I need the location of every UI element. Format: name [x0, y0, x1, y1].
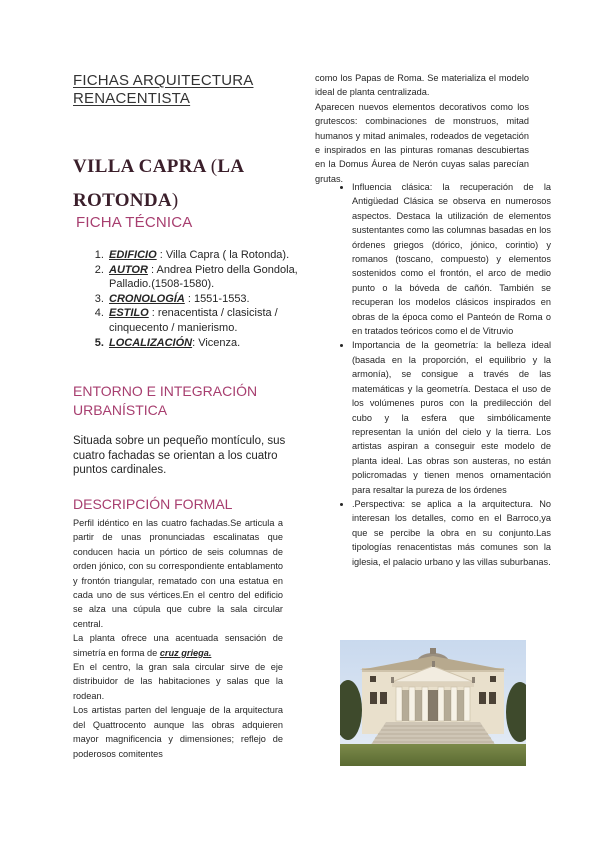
tech-item-autor: 2. AUTOR : Andrea Pietro della Gondola, Palladio.(1508-1580).: [107, 263, 312, 292]
descripcion-text: [73, 516, 283, 761]
features-bullet-list: [330, 180, 551, 569]
tech-item-localizacion: 5. LOCALIZACIÓN: Vicenza.: [107, 336, 312, 351]
villa-alt-name-1: LA: [217, 156, 245, 177]
villa-capra-photo: [340, 640, 526, 766]
villa-open-paren: (: [210, 156, 218, 177]
bullet-influencia-clasica: • Influencia clásica: la recuperación de la Antigüedad Clásica se observa en numerosos aspectos. Destaca la utilización de elementos sustentantes como las columnas basadas en los órdenes griegos (dórico, jónico, corintio) y romanos (toscano, compuesto) y elementos sostenidos como el frontón, el arco de medio punto o la bóveda de cañón. También se recuperan los modelos clásicos inspirados en obras de la época como el Panteón de Roma o en tratados teóricos como el de Vitruvio: [352, 180, 551, 338]
entorno-heading: ENTORNO E INTEGRACIÓN URBANÍSTICA: [73, 383, 258, 418]
tech-item-edificio: 1. EDIFICIO : Villa Capra ( la Rotonda).: [107, 248, 312, 263]
bullet-perspectiva: • .Perspectiva: se aplica a la arquitectura. No interesan los detalles, como en el Barroco,ya que se percibe la obra en su conjunto.Las tipologías renacentistas más comunes son la iglesia, el palacio urbano y las villas suburbanas.: [352, 497, 551, 569]
descripcion-paragraph-3: En el centro, la gran sala circular sirve de eje distribuidor de las habitaciones y salas que la rodean.: [73, 662, 283, 701]
villa-title: [73, 150, 288, 218]
ficha-tecnica-heading: FICHA TÉCNICA: [76, 214, 193, 231]
villa-name: VILLA CAPRA: [73, 156, 206, 177]
villa-close-paren: ): [171, 190, 179, 211]
continuation-paragraph: como los Papas de Roma. Se materializa el modelo ideal de planta centralizada.: [315, 73, 529, 98]
cruz-griega-emphasis: cruz griega.: [159, 647, 212, 658]
grutescos-paragraph: Aparecen nuevos elementos decorativos como los grutescos: combinaciones de monstruos, mitad humanos y mitad animales, rodeados de vegetación e inspirados en las pinturas romanas descubiertas en la Domus Áurea de Nerón cuyas salas parecían grutas.: [315, 101, 529, 184]
descripcion-paragraph-1: Perfil idéntico en las cuatro fachadas.Se articula a partir de unas pronunciadas escalinatas que conducen hacia un pórtico de seis columnas de orden jónico, con su correspondiente entablamento y frontón triangular, rematado con una estatua en cada uno de sus vértices.En el centro del edificio se alza una cúpula que cubre la sala circular central.: [73, 518, 283, 629]
right-column-intro: [315, 71, 529, 186]
descripcion-paragraph-2: La planta ofrece una acentuada sensación de simetría en forma de cruz griega.: [73, 633, 283, 658]
tech-item-cronologia: 3. CRONOLOGÍA : 1551-1553.: [107, 292, 312, 307]
bullet-importancia-geometria: • Importancia de la geometría: la belleza ideal (basada en la proporción, el equilibrio y la armonía), se consigue a través de las matemáticas y la geometría. Destaca el uso de los volúmenes puros con la predilección del cubo y la esfera que simbólicamente representan la unión del cielo y la tierra. Los artistas aspiran a conseguir este modelo de planta ideal. Las obras son austeras, no están policromadas y tienen menos ornamentación para resaltar la pureza de los órdenes: [352, 338, 551, 496]
entorno-text: Situada sobre un pequeño montículo, sus cuatro fachadas se orientan a los cuatro puntos cardinales.: [73, 435, 286, 477]
tech-sheet-list: [82, 248, 312, 350]
document-title-line-2: RENACENTISTA: [73, 90, 191, 107]
villa-alt-name-2: ROTONDA: [73, 190, 172, 211]
descripcion-paragraph-4: Los artistas parten del lenguaje de la arquitectura del Quattrocento aunque las obras adquieren mayor magnificencia y dimensiones; reflejo de poderosos comitentes: [73, 705, 283, 759]
tech-item-estilo: 4. ESTILO : renacentista / clasicista / cinquecento / manierismo.: [107, 306, 312, 335]
descripcion-heading: DESCRIPCIÓN FORMAL: [73, 496, 233, 512]
document-title: [73, 72, 283, 108]
villa-capra-illustration: [340, 640, 526, 766]
document-title-line-1: FICHAS ARQUITECTURA: [73, 72, 254, 89]
